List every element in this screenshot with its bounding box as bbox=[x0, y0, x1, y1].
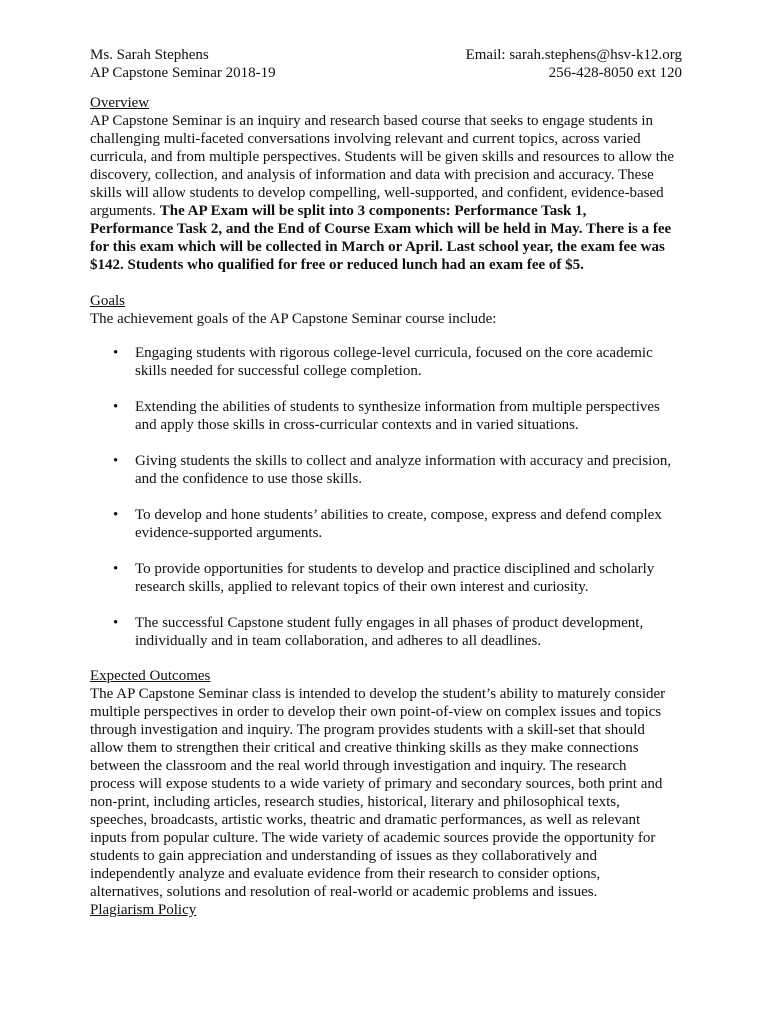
outcomes-line: through investigation and inquiry. The program provides students with a skill-set that should bbox=[90, 722, 645, 738]
list-item-line: The successful Capstone student fully engages in all phases of product development, bbox=[135, 615, 644, 631]
overview-line: AP Capstone Seminar is an inquiry and research based course that seeks to engage students in bbox=[90, 113, 654, 129]
outcomes-section bbox=[90, 667, 682, 919]
overview-paragraph bbox=[90, 112, 682, 274]
exam-info-bold-line: Performance Task 2, and the End of Course Exam which will be held in May. There is a fee bbox=[90, 221, 672, 237]
overview-line: discovery, collection, and analysis of information and data with precision and accuracy. These bbox=[90, 167, 654, 183]
overview-heading: Overview bbox=[90, 95, 150, 111]
outcomes-heading: Expected Outcomes bbox=[90, 668, 211, 684]
bullet-icon: • bbox=[113, 399, 119, 415]
goals-heading: Goals bbox=[90, 293, 125, 309]
outcomes-line: process will expose students to a wide variety of primary and secondary sources, both print and bbox=[90, 776, 663, 792]
list-item-line: evidence-supported arguments. bbox=[135, 525, 323, 541]
list-item bbox=[90, 506, 682, 542]
outcomes-line: non-print, including articles, research studies, historical, literary and philosophical texts, bbox=[90, 794, 620, 810]
exam-info-bold: The AP Exam will be split into 3 components: Performance Task 1, bbox=[159, 203, 587, 219]
exam-info-bold-line: for this exam which will be collected in March or April. Last school year, the exam fee was bbox=[90, 239, 665, 255]
outcomes-line: students to gain appreciation and understanding of issues as they collaboratively and bbox=[90, 848, 597, 864]
goals-list bbox=[90, 344, 682, 650]
overview-plain-text: arguments. bbox=[90, 203, 160, 219]
list-item bbox=[90, 398, 682, 434]
bullet-icon: • bbox=[113, 615, 119, 631]
list-item-line: Extending the abilities of students to synthesize information from multiple perspectives bbox=[135, 399, 660, 415]
header-right bbox=[466, 46, 682, 82]
outcomes-line: speeches, broadcasts, artistic works, theatric and dramatic performances, as well as relevant bbox=[90, 812, 641, 828]
overview-section bbox=[90, 94, 682, 274]
outcomes-line: The AP Capstone Seminar class is intended to develop the student’s ability to maturely consider bbox=[90, 686, 666, 702]
plagiarism-heading: Plagiarism Policy bbox=[90, 902, 197, 918]
bullet-icon: • bbox=[113, 345, 119, 361]
list-item-line: Engaging students with rigorous college-level curricula, focused on the core academic bbox=[135, 345, 653, 361]
course-title: AP Capstone Seminar 2018-19 bbox=[90, 65, 276, 81]
bullet-icon: • bbox=[113, 453, 119, 469]
teacher-email: Email: sarah.stephens@hsv-k12.org bbox=[465, 47, 682, 63]
list-item-line: Giving students the skills to collect and analyze information with accuracy and precision, bbox=[135, 453, 672, 469]
outcomes-line: allow them to strengthen their critical and creative thinking skills as they make connections bbox=[90, 740, 639, 756]
list-item-line: individually and in team collaboration, and adheres to all deadlines. bbox=[135, 633, 542, 649]
exam-info-bold-line: $142. Students who qualified for free or reduced lunch had an exam fee of $5. bbox=[90, 257, 584, 273]
list-item-line: To provide opportunities for students to develop and practice disciplined and scholarly bbox=[135, 561, 655, 577]
teacher-name: Ms. Sarah Stephens bbox=[90, 47, 209, 63]
overview-line: curricula, and from multiple perspectives. Students will be given skills and resources to allow the bbox=[90, 149, 675, 165]
outcomes-line: inputs from popular culture. The wide variety of academic sources provide the opportunity for bbox=[90, 830, 656, 846]
outcomes-line: between the classroom and the real world through investigation and inquiry. The research bbox=[90, 758, 627, 774]
list-item-line: research skills, applied to relevant topics of their own interest and curiosity. bbox=[135, 579, 589, 595]
list-item-line: skills needed for successful college completion. bbox=[135, 363, 422, 379]
header-left bbox=[90, 46, 276, 82]
list-item bbox=[90, 344, 682, 380]
goals-intro: The achievement goals of the AP Capstone Seminar course include: bbox=[90, 311, 497, 327]
outcomes-paragraph bbox=[90, 685, 682, 901]
teacher-phone: 256-428-8050 ext 120 bbox=[548, 65, 682, 81]
outcomes-line: alternatives, solutions and resolution of real-world or academic problems and issues. bbox=[90, 884, 598, 900]
overview-mixed-line bbox=[90, 202, 682, 220]
list-item bbox=[90, 452, 682, 488]
bullet-icon: • bbox=[113, 561, 119, 577]
document-header bbox=[90, 46, 682, 82]
list-item-line: and the confidence to use those skills. bbox=[135, 471, 363, 487]
list-item bbox=[90, 560, 682, 596]
outcomes-line: multiple perspectives in order to develop their own point-of-view on complex issues and topics bbox=[90, 704, 662, 720]
overview-line: skills will allow students to develop compelling, well-supported, and confident, evidence-based bbox=[90, 185, 664, 201]
list-item-line: To develop and hone students’ abilities to create, compose, express and defend complex bbox=[135, 507, 662, 523]
overview-line: challenging multi-faceted conversations involving relevant and current topics, across varied bbox=[90, 131, 641, 147]
bullet-icon: • bbox=[113, 507, 119, 523]
goals-section bbox=[90, 292, 682, 650]
outcomes-line: independently analyze and evaluate evidence from their research to consider options, bbox=[90, 866, 601, 882]
list-item-line: and apply those skills in cross-curricular contexts and in varied situations. bbox=[135, 417, 579, 433]
list-item bbox=[90, 614, 682, 650]
document-page bbox=[90, 46, 682, 919]
